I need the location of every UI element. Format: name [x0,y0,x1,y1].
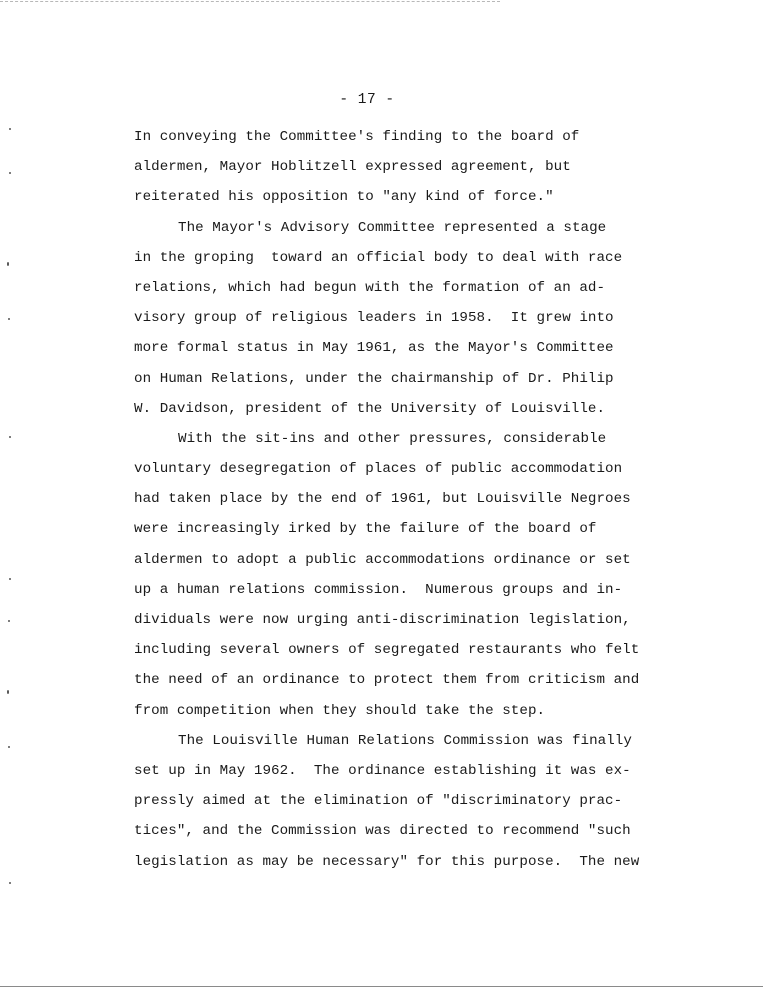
text-line: tices", and the Commission was directed to recommend "such [134,823,631,840]
scan-speck [9,436,11,438]
text-line: more formal status in May 1961, as the Mayor's Committee [134,340,614,357]
scan-speck [9,882,11,884]
text-line: up a human relations commission. Numerous groups and in- [134,581,623,598]
text-line: visory group of religious leaders in 1958. It grew into [134,310,614,327]
text-line: With the sit-ins and other pressures, considerable [178,430,607,447]
text-line: aldermen to adopt a public accommodations ordinance or set [134,551,631,568]
text-line: were increasingly irked by the failure of the board of [134,521,597,538]
scan-top-edge [0,1,500,2]
text-line: in the groping toward an official body to deal with race [134,249,623,266]
text-line: In conveying the Committee's finding to the board of [134,129,580,145]
scan-speck [7,690,9,694]
text-line: voluntary desegregation of places of public accommodation [134,461,623,478]
text-line: The Mayor's Advisory Committee represented a stage [178,219,607,236]
scan-speck [8,318,10,320]
text-line: The Louisville Human Relations Commission was finally [178,732,632,749]
scan-speck [9,128,11,130]
scan-speck [8,746,10,748]
text-line: from competition when they should take the step. [134,702,546,719]
page-number: - 17 - [339,92,395,108]
text-line: had taken place by the end of 1961, but Louisville Negroes [134,491,631,508]
text-line: legislation as may be necessary" for this purpose. The new [134,853,640,870]
text-line: W. Davidson, president of the University of Louisville. [134,400,606,417]
text-line: dividuals were now urging anti-discrimination legislation, [134,612,631,628]
scan-speck [8,620,10,622]
scan-speck [9,578,11,580]
text-line: set up in May 1962. The ordinance establishing it was ex- [134,762,631,779]
text-line: relations, which had begun with the formation of an ad- [134,279,606,296]
scan-bottom-edge [0,986,763,987]
text-line: pressly aimed at the elimination of "discriminatory prac- [134,793,623,810]
text-line: on Human Relations, under the chairmanship of Dr. Philip [134,370,614,387]
text-line: including several owners of segregated restaurants who felt [134,642,640,659]
scan-speck [7,262,9,266]
text-line: the need of an ordinance to protect them from criticism and [134,672,640,689]
text-line: reiterated his opposition to "any kind of force." [134,189,554,206]
document-body [134,122,694,877]
text-line: aldermen, Mayor Hoblitzell expressed agreement, but [134,159,571,176]
scan-speck [9,172,11,174]
